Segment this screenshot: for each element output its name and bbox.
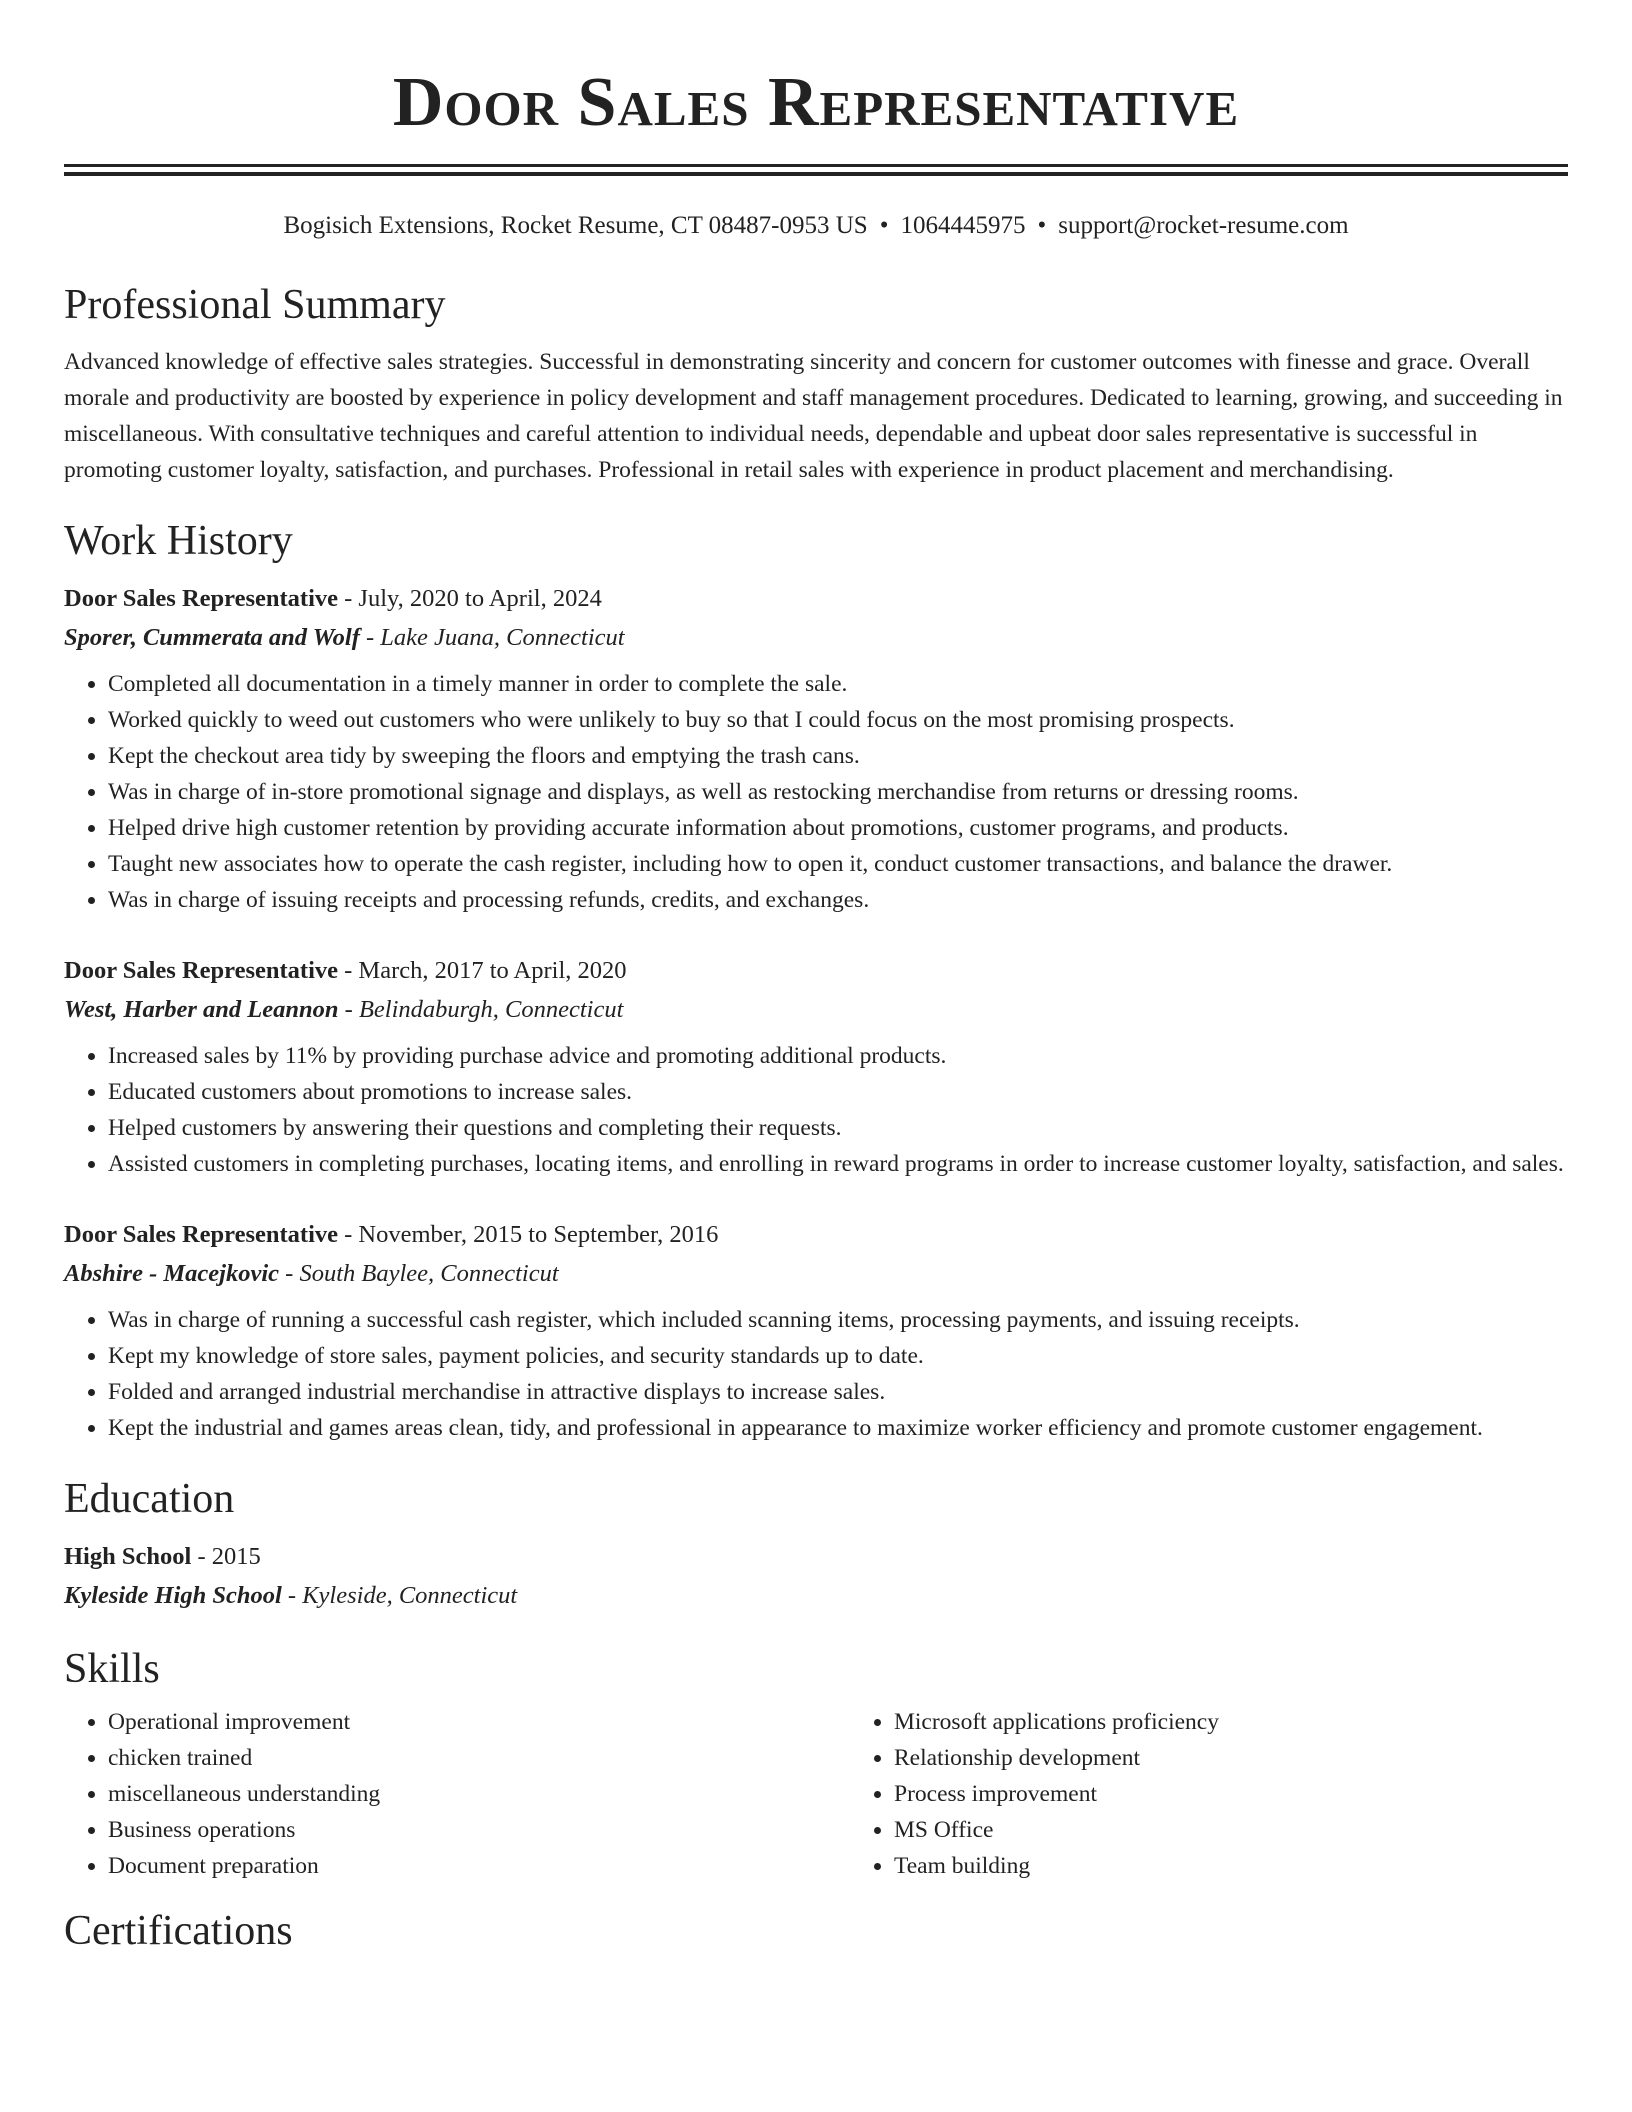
list-item: • Helped customers by answering their questions and completing their requests. xyxy=(108,1110,1568,1146)
job-entry xyxy=(64,952,1568,1182)
job-location: - South Baylee, Connecticut xyxy=(279,1260,559,1287)
skills-right-column xyxy=(850,1704,1632,1884)
job-bullets xyxy=(64,666,1568,918)
contact-line xyxy=(64,210,1568,242)
job-bullets xyxy=(64,1302,1568,1446)
job-entry xyxy=(64,580,1568,918)
list-item: • Taught new associates how to operate the cash register, including how to open it, conduct customer transactions, and balance the drawer. xyxy=(108,846,1568,882)
summary-heading: Professional Summary xyxy=(64,282,446,328)
list-item: • Kept the industrial and games areas clean, tidy, and professional in appearance to maximize worker efficiency and promote customer engagement. xyxy=(108,1410,1568,1446)
education-location: - Kyleside, Connecticut xyxy=(281,1582,518,1609)
job-header xyxy=(64,580,1568,618)
title-divider xyxy=(64,164,1568,176)
list-item: • Kept my knowledge of store sales, payment policies, and security standards up to date. xyxy=(108,1338,1568,1374)
skill-item: • Business operations xyxy=(108,1812,850,1848)
job-company: Abshire - Macejkovic xyxy=(64,1260,280,1287)
list-item: • Was in charge of in-store promotional signage and displays, as well as restocking merchandise from returns or dressing rooms. xyxy=(108,774,1568,810)
skill-item: • MS Office xyxy=(894,1812,1632,1848)
job-dates: - July, 2020 to April, 2024 xyxy=(338,585,602,612)
education-section xyxy=(64,1474,1568,1616)
list-item: • Helped drive high customer retention by providing accurate information about promotions, customer programs, and products. xyxy=(108,810,1568,846)
list-item: • Educated customers about promotions to increase sales. xyxy=(108,1074,1568,1110)
education-heading: Education xyxy=(64,1476,235,1522)
job-location: - Belindaburgh, Connecticut xyxy=(338,996,624,1023)
skill-item: • Operational improvement xyxy=(108,1704,850,1740)
contact-email: support@rocket-resume.com xyxy=(1058,212,1349,239)
job-employer xyxy=(64,990,1568,1030)
skill-item: • Team building xyxy=(894,1848,1632,1884)
skills-section xyxy=(64,1644,1568,1884)
job-title: Door Sales Representative xyxy=(64,1221,338,1248)
skills-columns xyxy=(64,1704,1568,1884)
education-year: - 2015 xyxy=(191,1543,261,1570)
skill-item: • Process improvement xyxy=(894,1776,1632,1812)
contact-address: Bogisich Extensions, Rocket Resume, CT 08487-0953 US xyxy=(283,212,868,239)
job-company: West, Harber and Leannon xyxy=(64,996,339,1023)
job-header xyxy=(64,1216,1568,1254)
list-item: • Kept the checkout area tidy by sweeping the floors and emptying the trash cans. xyxy=(108,738,1568,774)
list-item: • Folded and arranged industrial merchandise in attractive displays to increase sales. xyxy=(108,1374,1568,1410)
certifications-section xyxy=(64,1906,1568,1956)
list-item: • Completed all documentation in a timely manner in order to complete the sale. xyxy=(108,666,1568,702)
skill-item: • miscellaneous understanding xyxy=(108,1776,850,1812)
job-dates: - March, 2017 to April, 2020 xyxy=(338,957,627,984)
skill-item: • Relationship development xyxy=(894,1740,1632,1776)
resume-page xyxy=(64,0,1568,1956)
education-degree: High School xyxy=(64,1543,192,1570)
skill-item: • Microsoft applications proficiency xyxy=(894,1704,1632,1740)
certifications-heading: Certifications xyxy=(64,1908,293,1954)
job-title: Door Sales Representative xyxy=(64,957,338,984)
job-entry xyxy=(64,1216,1568,1446)
work-history-section xyxy=(64,516,1568,1446)
education-header xyxy=(64,1538,1568,1576)
contact-separator: • xyxy=(879,212,889,239)
skills-heading: Skills xyxy=(64,1646,160,1692)
list-item: • Increased sales by 11% by providing purchase advice and promoting additional products. xyxy=(108,1038,1568,1074)
job-dates: - November, 2015 to September, 2016 xyxy=(338,1221,719,1248)
contact-phone: 1064445975 xyxy=(900,212,1026,239)
skill-item: • chicken trained xyxy=(108,1740,850,1776)
education-entry xyxy=(64,1538,1568,1616)
job-company: Sporer, Cummerata and Wolf xyxy=(64,624,360,651)
list-item: • Worked quickly to weed out customers who were unlikely to buy so that I could focus on the most promising prospects. xyxy=(108,702,1568,738)
list-item: • Was in charge of issuing receipts and processing refunds, credits, and exchanges. xyxy=(108,882,1568,918)
list-item: • Assisted customers in completing purchases, locating items, and enrolling in reward programs in order to increase customer loyalty, satisfaction, and sales. xyxy=(108,1146,1568,1182)
skill-item: • Document preparation xyxy=(108,1848,850,1884)
job-bullets xyxy=(64,1038,1568,1182)
job-employer xyxy=(64,1254,1568,1294)
skills-left-column xyxy=(64,1704,850,1884)
education-school-line xyxy=(64,1576,1568,1616)
job-employer xyxy=(64,618,1568,658)
education-school: Kyleside High School xyxy=(64,1582,282,1609)
summary-text: Advanced knowledge of effective sales strategies. Successful in demonstrating sincerity and concern for customer outcomes with finesse and grace. Overall morale and productivity are boosted by experience in policy development and staff management procedures. Dedicated to learning, growing, and succeeding in miscellaneous. With consultative techniques and careful attention to individual needs, dependable and upbeat door sales representative is successful in promoting customer loyalty, satisfaction, and purchases. Professional in retail sales with experience in product placement and merchandising. xyxy=(64,349,1563,483)
job-title: Door Sales Representative xyxy=(64,585,338,612)
contact-separator: • xyxy=(1037,212,1047,239)
work-history-heading: Work History xyxy=(64,518,293,564)
summary-section xyxy=(64,280,1568,488)
list-item: • Was in charge of running a successful cash register, which included scanning items, processing payments, and issuing receipts. xyxy=(108,1302,1568,1338)
page-title: Door Sales Representative xyxy=(392,64,1240,141)
job-location: - Lake Juana, Connecticut xyxy=(359,624,625,651)
job-header xyxy=(64,952,1568,990)
